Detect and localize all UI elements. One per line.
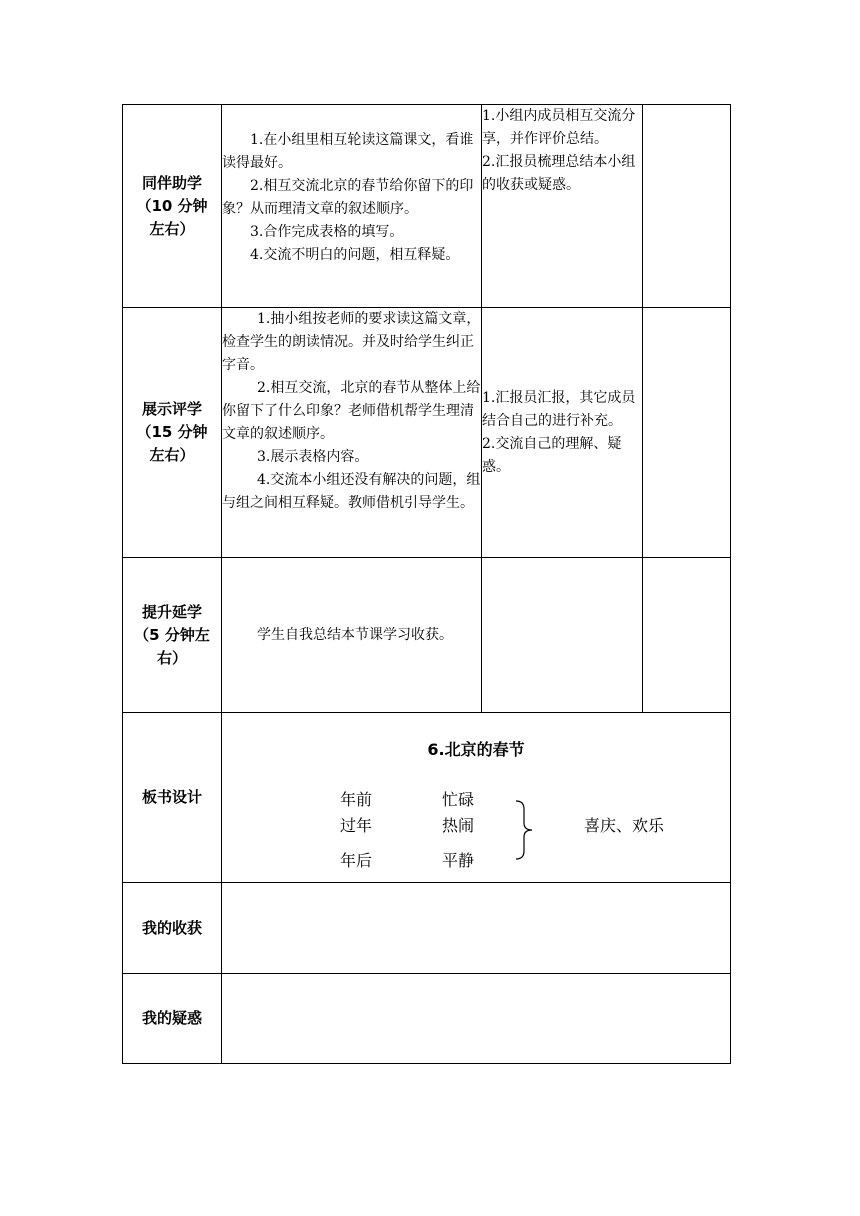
row-show-evaluate: [123, 308, 731, 558]
board-design-label: 板书设计: [123, 713, 222, 883]
my-doubt-content: [222, 974, 731, 1064]
show-item-3: 3.展示表格内容。: [257, 449, 369, 465]
right-brace-icon: [514, 799, 542, 861]
peer-item-3: 3.合作完成表格的填写。: [250, 224, 404, 240]
peer-student-item-1: 1.小组内成员相互交流分享，并作评价总结。: [482, 108, 636, 147]
board-mood-1: 忙碌: [442, 790, 475, 809]
extend-learning-teacher-activities: [222, 558, 482, 713]
show-item-1: 1.抽小组按老师的要求读这篇文章，检查学生的朗读情况。并及时给学生纠正字音。: [222, 311, 481, 373]
show-evaluate-notes: [643, 308, 731, 558]
show-student-item-1: 1.汇报员汇报，其它成员结合自己的进行补充。: [482, 389, 636, 429]
board-mood-2: 热闹: [442, 816, 475, 835]
extend-learning-label: 提升延学 （5 分钟左 右）: [123, 558, 222, 713]
show-evaluate-teacher-activities: [222, 308, 482, 558]
board-phase-2: 过年: [340, 816, 373, 835]
board-layout: [222, 713, 730, 881]
board-summary: 喜庆、欢乐: [584, 816, 665, 835]
peer-item-2: 2.相互交流北京的春节给你留下的印象？从而理清文章的叙述顺序。: [222, 178, 474, 217]
peer-item-4: 4.交流不明白的问题，相互释疑。: [250, 247, 460, 263]
extend-item-1: 学生自我总结本节课学习收获。: [257, 626, 453, 643]
peer-learning-student-activities: [482, 105, 643, 308]
board-design-content: [222, 713, 731, 883]
show-evaluate-student-activities: [482, 308, 643, 558]
extend-learning-student-activities: [482, 558, 643, 713]
row-extend-learning: [123, 558, 731, 713]
my-harvest-content: [222, 883, 731, 974]
row-peer-learning: [123, 105, 731, 308]
board-title: 6.北京的春节: [427, 740, 525, 759]
show-item-4: 4.交流本小组还没有解决的问题，组与组之间相互释疑。教师借机引导学生。: [222, 472, 481, 511]
show-item-2: 2.相互交流，北京的春节从整体上给你留下了什么印象？老师借机帮学生理清文章的叙述顺序。: [222, 380, 481, 442]
show-evaluate-label: 展示评学 （15 分钟 左右）: [123, 308, 222, 558]
peer-learning-notes: [643, 105, 731, 308]
row-my-harvest: [123, 883, 731, 974]
row-my-doubt: [123, 974, 731, 1064]
row-board-design: [123, 713, 731, 883]
my-harvest-label: 我的收获: [123, 883, 222, 974]
board-phase-1: 年前: [340, 790, 373, 809]
peer-learning-teacher-activities: [222, 105, 482, 308]
my-doubt-label: 我的疑惑: [123, 974, 222, 1064]
peer-item-1: 1.在小组里相互轮读这篇课文，看谁读得最好。: [222, 132, 474, 171]
extend-learning-notes: [643, 558, 731, 713]
lesson-plan-table: [122, 104, 731, 1064]
show-student-item-2: 2.交流自己的理解、疑惑。: [482, 435, 622, 475]
board-mood-3: 平静: [442, 851, 475, 870]
board-phase-3: 年后: [340, 851, 373, 870]
peer-learning-label: 同伴助学 （10 分钟 左右）: [123, 105, 222, 308]
peer-student-item-2: 2.汇报员梳理总结本小组的收获或疑惑。: [482, 154, 636, 193]
